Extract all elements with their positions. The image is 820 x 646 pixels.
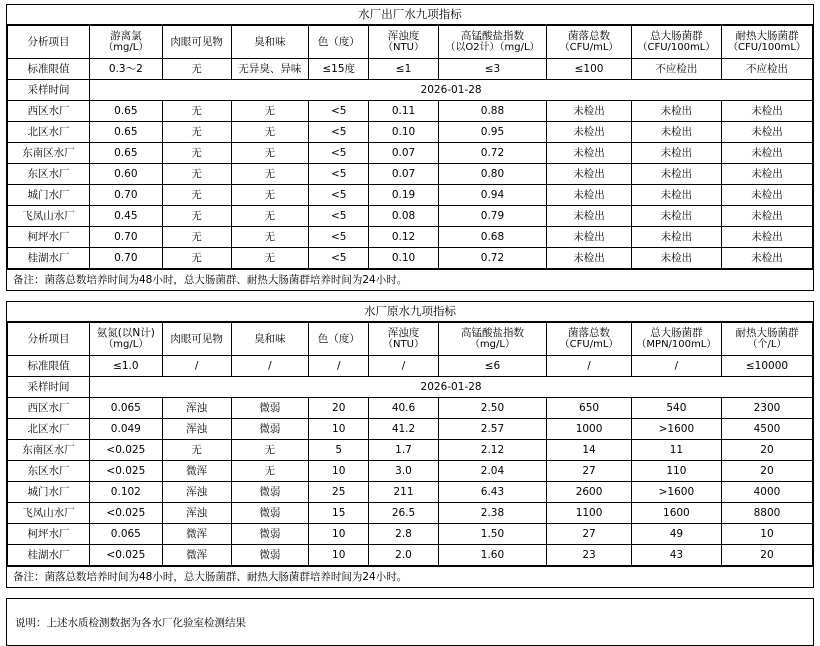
- data-cell: 0.10: [369, 248, 438, 269]
- data-cell: 10: [309, 524, 369, 545]
- col-header-main: 肉眼可见物: [170, 36, 223, 48]
- col-header-main: 总大肠菌群: [650, 327, 703, 339]
- plant-name: 飞凤山水厂: [8, 503, 90, 524]
- data-cell: 未检出: [721, 122, 812, 143]
- data-cell: 0.19: [369, 185, 438, 206]
- table-row: [8, 419, 813, 440]
- data-cell: 10: [309, 461, 369, 482]
- footer-note-box: [6, 598, 814, 646]
- table-row: [8, 440, 813, 461]
- limit-cell: /: [162, 356, 231, 377]
- data-cell: 未检出: [631, 101, 721, 122]
- col-header-sub: （mg/L）: [103, 339, 149, 350]
- col-header: [721, 26, 812, 59]
- col-header-main: 菌落总数: [568, 30, 611, 42]
- data-cell: 无: [231, 164, 308, 185]
- data-cell: 1600: [631, 503, 721, 524]
- data-cell: 未检出: [547, 206, 632, 227]
- col-header: [162, 26, 231, 59]
- data-cell: 0.60: [90, 164, 162, 185]
- table-row: [8, 101, 813, 122]
- col-header-main: 氨氮(以N计): [96, 327, 155, 339]
- plant-name: 柯坪水厂: [8, 227, 90, 248]
- limit-label: 标准限值: [8, 356, 90, 377]
- data-cell: 未检出: [721, 101, 812, 122]
- col-header: [90, 323, 162, 356]
- data-cell: 无: [231, 461, 308, 482]
- data-cell: 20: [721, 440, 812, 461]
- data-cell: 浑浊: [162, 482, 231, 503]
- data-cell: 1100: [547, 503, 632, 524]
- col-header-sub: （CFU/mL）: [559, 339, 619, 350]
- limit-row: [8, 59, 813, 80]
- sample-time-row: [8, 377, 813, 398]
- data-cell: 540: [631, 398, 721, 419]
- col-header-sub: （NTU）: [383, 339, 424, 350]
- col-header-sub: （MPN/100mL）: [636, 339, 717, 350]
- data-cell: 1000: [547, 419, 632, 440]
- outlet-water-table-title: 水厂出厂水九项指标: [7, 5, 813, 25]
- sample-time-value: 2026-01-28: [90, 377, 813, 398]
- sample-time-label: 采样时间: [8, 80, 90, 101]
- data-cell: 0.45: [90, 206, 162, 227]
- col-header: [162, 323, 231, 356]
- table-row: [8, 482, 813, 503]
- col-header-main: 肉眼可见物: [170, 333, 223, 345]
- data-cell: 10: [721, 524, 812, 545]
- data-cell: 微弱: [231, 482, 308, 503]
- col-header-sub: （个/L）: [747, 339, 787, 350]
- data-cell: 未检出: [721, 248, 812, 269]
- col-header-sub: （CFU/100mL）: [728, 42, 806, 53]
- data-cell: 0.68: [438, 227, 547, 248]
- data-cell: <5: [309, 206, 369, 227]
- data-cell: 无: [162, 122, 231, 143]
- data-cell: 40.6: [369, 398, 438, 419]
- data-cell: 0.70: [90, 227, 162, 248]
- data-cell: 23: [547, 545, 632, 566]
- data-cell: 27: [547, 461, 632, 482]
- data-cell: 浑浊: [162, 419, 231, 440]
- plant-name: 北区水厂: [8, 419, 90, 440]
- plant-name: 东南区水厂: [8, 143, 90, 164]
- plant-name: 西区水厂: [8, 101, 90, 122]
- data-cell: 微浑: [162, 545, 231, 566]
- data-cell: 无: [231, 248, 308, 269]
- data-cell: 0.11: [369, 101, 438, 122]
- raw-water-table: [7, 322, 813, 566]
- col-header-main: 分析项目: [27, 333, 70, 345]
- data-cell: 未检出: [631, 185, 721, 206]
- data-cell: 15: [309, 503, 369, 524]
- data-cell: 2.38: [438, 503, 547, 524]
- data-cell: 0.80: [438, 164, 547, 185]
- plant-name: 桂湖水厂: [8, 248, 90, 269]
- col-header: [90, 26, 162, 59]
- col-header-main: 色（度）: [317, 36, 360, 48]
- data-cell: <5: [309, 248, 369, 269]
- col-header-main: 菌落总数: [568, 327, 611, 339]
- col-header-main: 游离氯: [110, 30, 142, 42]
- limit-cell: /: [231, 356, 308, 377]
- sample-time-label: 采样时间: [8, 377, 90, 398]
- outlet-water-table: [7, 25, 813, 269]
- raw-water-table-title: 水厂原水九项指标: [7, 302, 813, 322]
- data-cell: 20: [721, 545, 812, 566]
- limit-cell: ≤100: [547, 59, 632, 80]
- col-header: [631, 323, 721, 356]
- data-cell: 微浑: [162, 461, 231, 482]
- data-cell: 2.50: [438, 398, 547, 419]
- col-header-sub: （以O2计）（mg/L）: [445, 42, 540, 53]
- data-cell: <0.025: [90, 545, 162, 566]
- limit-row: [8, 356, 813, 377]
- data-cell: 未检出: [631, 122, 721, 143]
- col-header-main: 浑浊度: [387, 30, 420, 42]
- data-cell: 0.70: [90, 185, 162, 206]
- data-cell: 未检出: [547, 122, 632, 143]
- col-header-sub: （CFU/mL）: [559, 42, 619, 53]
- data-cell: 未检出: [631, 206, 721, 227]
- col-header: [547, 323, 632, 356]
- limit-cell: 0.3～2: [90, 59, 162, 80]
- data-cell: 0.065: [90, 398, 162, 419]
- table-row: [8, 503, 813, 524]
- limit-cell: /: [631, 356, 721, 377]
- data-cell: 无: [162, 206, 231, 227]
- table-row: [8, 545, 813, 566]
- data-cell: 未检出: [547, 143, 632, 164]
- data-cell: 0.102: [90, 482, 162, 503]
- table-row: [8, 227, 813, 248]
- data-cell: <5: [309, 101, 369, 122]
- data-cell: 微弱: [231, 524, 308, 545]
- data-cell: 0.08: [369, 206, 438, 227]
- col-header: [309, 323, 369, 356]
- data-cell: 无: [162, 185, 231, 206]
- footer-note-text: 说明：上述水质检测数据为各水厂化验室检测结果: [15, 616, 246, 629]
- plant-name: 东区水厂: [8, 164, 90, 185]
- data-cell: 2300: [721, 398, 812, 419]
- data-cell: <5: [309, 143, 369, 164]
- data-cell: >1600: [631, 482, 721, 503]
- data-cell: 211: [369, 482, 438, 503]
- data-cell: 0.65: [90, 143, 162, 164]
- data-cell: 0.94: [438, 185, 547, 206]
- data-cell: 未检出: [631, 164, 721, 185]
- data-cell: 无: [231, 440, 308, 461]
- data-cell: 3.0: [369, 461, 438, 482]
- data-cell: 未检出: [631, 227, 721, 248]
- plant-name: 东南区水厂: [8, 440, 90, 461]
- table-row: [8, 524, 813, 545]
- col-header: [721, 323, 812, 356]
- table-header-row: [8, 26, 813, 59]
- data-cell: 49: [631, 524, 721, 545]
- limit-cell: ≤3: [438, 59, 547, 80]
- data-cell: 20: [309, 398, 369, 419]
- data-cell: 未检出: [721, 227, 812, 248]
- data-cell: 未检出: [721, 143, 812, 164]
- col-header-sub: （CFU/100mL）: [637, 42, 716, 53]
- table-note: 备注：菌落总数培养时间为48小时，总大肠菌群、耐热大肠菌群培养时间为24小时。: [7, 566, 813, 587]
- data-cell: 1.50: [438, 524, 547, 545]
- limit-label: 标准限值: [8, 59, 90, 80]
- data-cell: 4500: [721, 419, 812, 440]
- data-cell: 0.065: [90, 524, 162, 545]
- table-row: [8, 185, 813, 206]
- col-header: [369, 26, 438, 59]
- data-cell: 2.0: [369, 545, 438, 566]
- data-cell: <0.025: [90, 503, 162, 524]
- col-header-main: 耐热大肠菌群: [735, 30, 799, 42]
- col-header: [8, 323, 90, 356]
- sample-time-value: 2026-01-28: [90, 80, 813, 101]
- data-cell: 5: [309, 440, 369, 461]
- data-cell: 微弱: [231, 503, 308, 524]
- data-cell: 26.5: [369, 503, 438, 524]
- col-header-sub: （mg/L）: [469, 339, 515, 350]
- data-cell: 0.07: [369, 143, 438, 164]
- data-cell: 无: [162, 248, 231, 269]
- col-header-main: 臭和味: [254, 36, 286, 48]
- data-cell: 10: [309, 545, 369, 566]
- data-cell: 25: [309, 482, 369, 503]
- limit-cell: ≤1.0: [90, 356, 162, 377]
- col-header: [309, 26, 369, 59]
- limit-cell: /: [309, 356, 369, 377]
- data-cell: <0.025: [90, 461, 162, 482]
- plant-name: 西区水厂: [8, 398, 90, 419]
- outlet-water-table-card: [6, 4, 814, 291]
- limit-cell: ≤6: [438, 356, 547, 377]
- table-note: 备注：菌落总数培养时间为48小时，总大肠菌群、耐热大肠菌群培养时间为24小时。: [7, 269, 813, 290]
- col-header: [631, 26, 721, 59]
- data-cell: 0.12: [369, 227, 438, 248]
- data-cell: 6.43: [438, 482, 547, 503]
- plant-name: 北区水厂: [8, 122, 90, 143]
- plant-name: 城门水厂: [8, 482, 90, 503]
- data-cell: 未检出: [721, 164, 812, 185]
- col-header: [438, 26, 547, 59]
- data-cell: 1.7: [369, 440, 438, 461]
- data-cell: 0.88: [438, 101, 547, 122]
- data-cell: 0.79: [438, 206, 547, 227]
- sample-time-row: [8, 80, 813, 101]
- data-cell: 微弱: [231, 419, 308, 440]
- data-cell: 4000: [721, 482, 812, 503]
- table-row: [8, 461, 813, 482]
- plant-name: 柯坪水厂: [8, 524, 90, 545]
- col-header-main: 分析项目: [27, 36, 70, 48]
- data-cell: 未检出: [631, 143, 721, 164]
- data-cell: 浑浊: [162, 503, 231, 524]
- data-cell: <5: [309, 164, 369, 185]
- data-cell: 未检出: [547, 101, 632, 122]
- data-cell: 无: [231, 206, 308, 227]
- col-header-sub: （NTU）: [383, 42, 424, 53]
- raw-water-table-card: [6, 301, 814, 588]
- data-cell: 未检出: [547, 248, 632, 269]
- data-cell: 0.049: [90, 419, 162, 440]
- col-header-main: 色（度）: [317, 333, 360, 345]
- data-cell: 2.8: [369, 524, 438, 545]
- data-cell: 无: [162, 101, 231, 122]
- col-header: [547, 26, 632, 59]
- data-cell: 0.65: [90, 122, 162, 143]
- limit-cell: 无: [162, 59, 231, 80]
- data-cell: 无: [231, 185, 308, 206]
- col-header: [438, 323, 547, 356]
- table-row: [8, 248, 813, 269]
- data-cell: 无: [162, 227, 231, 248]
- plant-name: 城门水厂: [8, 185, 90, 206]
- col-header-sub: （mg/L）: [103, 42, 149, 53]
- table-row: [8, 143, 813, 164]
- table-row: [8, 398, 813, 419]
- data-cell: 0.70: [90, 248, 162, 269]
- data-cell: 10: [309, 419, 369, 440]
- col-header-main: 高锰酸盐指数: [460, 30, 524, 42]
- col-header: [231, 323, 308, 356]
- data-cell: 无: [162, 440, 231, 461]
- data-cell: <5: [309, 185, 369, 206]
- col-header-main: 臭和味: [254, 333, 286, 345]
- data-cell: 8800: [721, 503, 812, 524]
- data-cell: 43: [631, 545, 721, 566]
- col-header: [8, 26, 90, 59]
- limit-cell: 不应检出: [631, 59, 721, 80]
- data-cell: 2.57: [438, 419, 547, 440]
- data-cell: 0.95: [438, 122, 547, 143]
- data-cell: <5: [309, 227, 369, 248]
- limit-cell: /: [547, 356, 632, 377]
- data-cell: 无: [162, 164, 231, 185]
- col-header: [369, 323, 438, 356]
- data-cell: 20: [721, 461, 812, 482]
- data-cell: <0.025: [90, 440, 162, 461]
- data-cell: 无: [231, 122, 308, 143]
- plant-name: 东区水厂: [8, 461, 90, 482]
- data-cell: 0.10: [369, 122, 438, 143]
- limit-cell: 不应检出: [721, 59, 812, 80]
- data-cell: 650: [547, 398, 632, 419]
- data-cell: 无: [162, 143, 231, 164]
- limit-cell: ≤10000: [721, 356, 812, 377]
- data-cell: 未检出: [547, 227, 632, 248]
- col-header-main: 高锰酸盐指数: [460, 327, 524, 339]
- table-header-row: [8, 323, 813, 356]
- data-cell: 0.07: [369, 164, 438, 185]
- col-header-main: 总大肠菌群: [650, 30, 703, 42]
- col-header: [231, 26, 308, 59]
- data-cell: 未检出: [547, 185, 632, 206]
- data-cell: 11: [631, 440, 721, 461]
- data-cell: 浑浊: [162, 398, 231, 419]
- data-cell: 未检出: [721, 185, 812, 206]
- data-cell: 14: [547, 440, 632, 461]
- data-cell: 无: [231, 227, 308, 248]
- data-cell: 未检出: [631, 248, 721, 269]
- data-cell: 2.04: [438, 461, 547, 482]
- limit-cell: ≤1: [369, 59, 438, 80]
- table-row: [8, 206, 813, 227]
- data-cell: 微弱: [231, 545, 308, 566]
- table-row: [8, 164, 813, 185]
- data-cell: 1.60: [438, 545, 547, 566]
- limit-cell: 无异臭、异味: [231, 59, 308, 80]
- limit-cell: ≤15度: [309, 59, 369, 80]
- col-header-main: 耐热大肠菌群: [735, 327, 799, 339]
- data-cell: 2.12: [438, 440, 547, 461]
- data-cell: 无: [231, 101, 308, 122]
- data-cell: 未检出: [547, 164, 632, 185]
- data-cell: 未检出: [721, 206, 812, 227]
- data-cell: 微弱: [231, 398, 308, 419]
- data-cell: <5: [309, 122, 369, 143]
- data-cell: 无: [231, 143, 308, 164]
- data-cell: 微浑: [162, 524, 231, 545]
- data-cell: 0.72: [438, 143, 547, 164]
- data-cell: 2600: [547, 482, 632, 503]
- data-cell: 27: [547, 524, 632, 545]
- data-cell: 0.65: [90, 101, 162, 122]
- plant-name: 桂湖水厂: [8, 545, 90, 566]
- data-cell: 41.2: [369, 419, 438, 440]
- table-row: [8, 122, 813, 143]
- col-header-main: 浑浊度: [387, 327, 420, 339]
- limit-cell: /: [369, 356, 438, 377]
- data-cell: 0.72: [438, 248, 547, 269]
- data-cell: >1600: [631, 419, 721, 440]
- plant-name: 飞凤山水厂: [8, 206, 90, 227]
- data-cell: 110: [631, 461, 721, 482]
